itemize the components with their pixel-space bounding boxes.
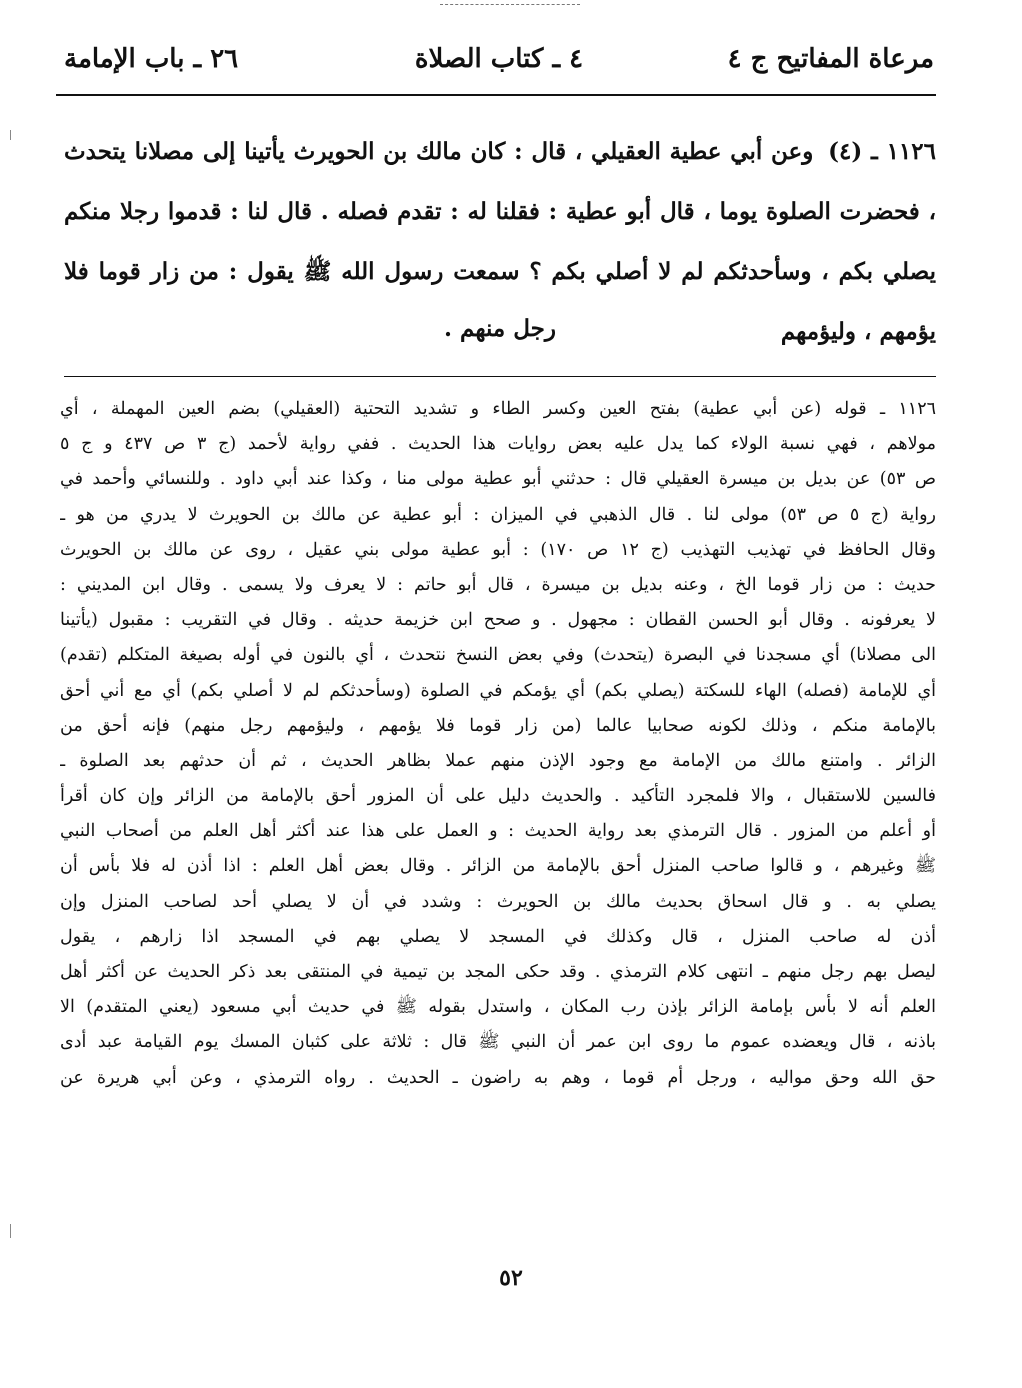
page-number: ٥٢ xyxy=(499,1265,523,1291)
commentary-line: أذن له صاحب المنزل ، قال وكذلك في المسجد لا يصلي بهم في المسجد اذا زارهم ، يقول xyxy=(60,926,936,947)
header-chapter: ٤ ـ كتاب الصلاة xyxy=(414,44,584,74)
commentary-line: يصلي به . و قال اسحاق بحديث مالك بن الحويرث : وشدد في أن لا يصلي أحد لصاحب المنزل وإن xyxy=(60,891,936,912)
running-header xyxy=(64,44,934,88)
commentary-line: رواية (ج ٥ ص ٥٣) مولى لنا . قال الذهبي في الميزان : أبو عطية عن مالك بن الحويرث لا يدري من هو ـ xyxy=(60,504,936,525)
commentary-line: أو أعلم من المزور . قال الترمذي بعد رواية الحديث : و العمل على هذا عند أكثر أهل العلم من أصحاب النبي xyxy=(60,821,936,842)
commentary-line: الزائر . وامتنع مالك من الإمامة مع وجود الإذن منهم عملا بظاهر الحديث ، ثم أن حدثهم بعد الصلوة ـ xyxy=(60,750,936,771)
hadith-ending: رجل منهم . xyxy=(444,315,556,342)
header-section: ٢٦ ـ باب الإمامة xyxy=(64,44,239,74)
top-scan-mark xyxy=(440,4,580,5)
hadith-number: ١١٢٦ ـ (٤) xyxy=(828,138,936,165)
commentary-line: ص ٥٣) عن بديل بن ميسرة العقيلي قال : حدثني أبو عطية مولى منا ، وكذا عند أبي داود . وللنسائي وأحمد في xyxy=(60,469,936,490)
hadith-body: وعن أبي عطية العقيلي ، قال : كان مالك بن الحويرث يأتينا إلى مصلانا يتحدث ، فحضرت الصلوة يوما ، قال أبو عطية : فقلنا له : تقدم فصله . قال لنا : قدموا رجلا منكم يصلي بكم ، وسأحدثكم لم لا أصلي بكم ؟ سمعت رسول الله ﷺ يقول : من زار قوما فلا يؤمهم ، وليؤمهم xyxy=(64,138,936,345)
margin-scan-mark xyxy=(10,1224,11,1238)
commentary-line: بالإمامة منكم ، وذلك لكونه صحابيا عالما (من زار قوما فلا يؤمهم ، وليؤمهم رجل منهم) فإنه أحق من xyxy=(60,715,936,736)
commentary-line: باذنه ، قال ويعضده عموم ما روى ابن عمر أن النبي ﷺ قال : ثلاثة على كثبان المسك يوم القيامة عبد أدى xyxy=(60,1032,936,1053)
commentary-line: حديث : من زار قوما الخ ، وعنه بديل بن ميسرة ، قال أبو حاتم : لا يعرف ولا يسمى . وقال ابن المديني : xyxy=(60,574,936,595)
commentary-line: حق الله وحق مواليه ، ورجل أم قوما ، وهم به راضون ـ الحديث . رواه الترمذي ، وعن أبي هريرة عن xyxy=(60,1067,936,1088)
commentary-line: وقال الحافظ في تهذيب التهذيب (ج ١٢ ص ١٧٠) : أبو عطية مولى بني عقيل ، روى عن مالك بن الحويرث xyxy=(60,539,936,560)
section-divider xyxy=(64,376,936,377)
commentary-line: لا يعرفونه . وقال أبو الحسن القطان : مجهول . و صحح ابن خزيمة حديثه . وقال في التقريب : مقبول (يأتينا xyxy=(60,610,936,631)
commentary-line: الى مصلانا) أي مسجدنا في البصرة (يتحدث) وفي بعض النسخ نتحدث ، أي بالنون في أوله بصيغة المتكلم (تقدم) xyxy=(60,645,936,666)
header-book-title: مرعاة المفاتيح ج ٤ xyxy=(727,44,934,74)
commentary-line: فالسين للاستقبال ، والا فلمجرد التأكيد . والحديث دليل على أن المزور أحق بالإمامة من الزائر وإن كان أقرأ xyxy=(60,786,936,807)
margin-scan-mark xyxy=(10,130,11,140)
commentary-line: ١١٢٦ ـ قوله (عن أبي عطية) بفتح العين وكسر الطاء و تشديد التحتية (العقيلي) بضم العين المهملة ، أي xyxy=(60,399,936,419)
commentary xyxy=(60,392,936,1096)
commentary-line: ﷺ وغيرهم ، و قالوا صاحب المنزل أحق بالإمامة من الزائر . وقال بعض أهل العلم : اذا أذن له فلا بأس أن xyxy=(60,856,936,877)
commentary-line: مولاهم ، فهي نسبة الولاء كما يدل عليه بعض روايات هذا الحديث . ففي رواية لأحمد (ج ٣ ص ٤٣٧ و ج ٥ xyxy=(60,434,936,455)
header-rule xyxy=(56,94,936,96)
commentary-line: أي للإمامة (فصله) الهاء للسكتة (يصلي بكم) أي يؤمكم في الصلوة (وسأحدثكم لم لا أصلي بكم) أي مع أني أحق xyxy=(60,680,936,701)
commentary-line: العلم أنه لا بأس بإمامة الزائر بإذن رب المكان ، واستدل بقوله ﷺ في حديث أبي مسعود (يعني المتقدم) الا xyxy=(60,997,936,1018)
commentary-line: ليصل بهم رجل منهم ـ انتهى كلام الترمذي . وقد حكى المجد بن تيمية في المنتقى بعد ذكر الحديث عن أكثر أهل xyxy=(60,962,936,982)
